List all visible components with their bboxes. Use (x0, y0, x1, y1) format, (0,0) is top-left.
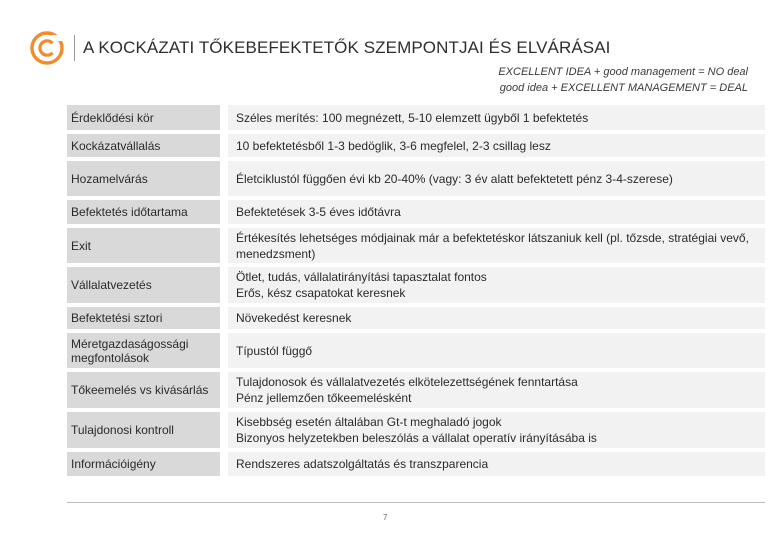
row-text: Növekedést keresnek (236, 311, 352, 325)
row-content (228, 200, 765, 224)
row-label: Tulajdonosi kontroll (67, 412, 220, 448)
table-row (67, 333, 765, 368)
row-text: Típustól függő (236, 343, 313, 358)
table-row (67, 452, 765, 476)
row-content (228, 161, 765, 196)
row-text: Befektetések 3-5 éves időtávra (236, 205, 401, 219)
row-text: Pénz jellemzően tőkeemelésként (236, 391, 412, 405)
row-label: Befektetési sztori (67, 307, 220, 329)
row-label: Érdeklődési kör (67, 105, 220, 130)
row-text: 10 befektetésből 1-3 bedöglik, 3-6 megfelel, 2-3 csillag lesz (236, 138, 551, 153)
row-label: Exit (67, 228, 220, 263)
slide-header (30, 28, 611, 68)
row-text: Rendszeres adatszolgáltatás és transzparencia (236, 457, 489, 471)
row-content (228, 333, 765, 368)
row-text: Bizonyos helyzetekben beleszólás a vállalat operatív irányításába is (236, 431, 597, 445)
table-row (67, 307, 765, 329)
row-text: Kisebbség esetén általában Gt-t meghaladó jogok (236, 415, 502, 429)
formula-line-2: good idea + EXCELLENT MANAGEMENT = DEAL (499, 82, 748, 94)
table-row (67, 134, 765, 157)
row-text: Széles merítés: 100 megnézett, 5-10 elemzett ügyből 1 befektetés (236, 110, 589, 125)
row-content (228, 452, 765, 476)
row-text: Tulajdonosok és vállalatvezetés elkötelezettségének fenntartása (236, 375, 578, 389)
row-label: Információigény (67, 452, 220, 476)
table-row (67, 105, 765, 130)
row-text: Ötlet, tudás, vállalatirányítási tapasztalat fontos (236, 270, 487, 284)
row-text: Életciklustól függően évi kb 20-40% (vagy: 3 év alatt befektetett pénz 3-4-szerese) (236, 171, 673, 186)
formula-line-1: EXCELLENT IDEA + good management = NO deal (498, 66, 748, 78)
footer-divider (67, 502, 765, 503)
row-content (228, 105, 765, 130)
page-title: A KOCKÁZATI TŐKEBEFEKTETŐK SZEMPONTJAI ÉS ELVÁRÁSAI (83, 38, 611, 57)
row-content (228, 307, 765, 329)
table-row (67, 267, 765, 303)
row-text: Értékesítés lehetséges módjainak már a befektetéskor látszaniuk kell (pl. tőzsde, stratégiai vevő, menedzsment) (236, 230, 749, 261)
header-divider (74, 35, 75, 61)
row-label: Kockázatvállalás (67, 134, 220, 157)
table-row (67, 161, 765, 196)
row-label: Hozamelvárás (67, 161, 220, 196)
row-label: Méretgazdaságossági megfontolások (67, 333, 220, 368)
row-content (228, 267, 765, 303)
table-row (67, 200, 765, 224)
row-content (228, 228, 765, 263)
row-label: Tőkeemelés vs kivásárlás (67, 372, 220, 408)
row-label: Vállalatvezetés (67, 267, 220, 303)
row-content (228, 412, 765, 448)
row-content (228, 372, 765, 408)
criteria-table (67, 105, 765, 480)
deal-formula-note (498, 64, 748, 96)
page-number: 7 (383, 513, 388, 522)
table-row (67, 372, 765, 408)
row-label: Befektetés időtartama (67, 200, 220, 224)
table-row (67, 228, 765, 263)
c-logo-icon (30, 31, 64, 65)
table-row (67, 412, 765, 448)
row-content (228, 134, 765, 157)
row-text: Erős, kész csapatokat keresnek (236, 286, 406, 300)
